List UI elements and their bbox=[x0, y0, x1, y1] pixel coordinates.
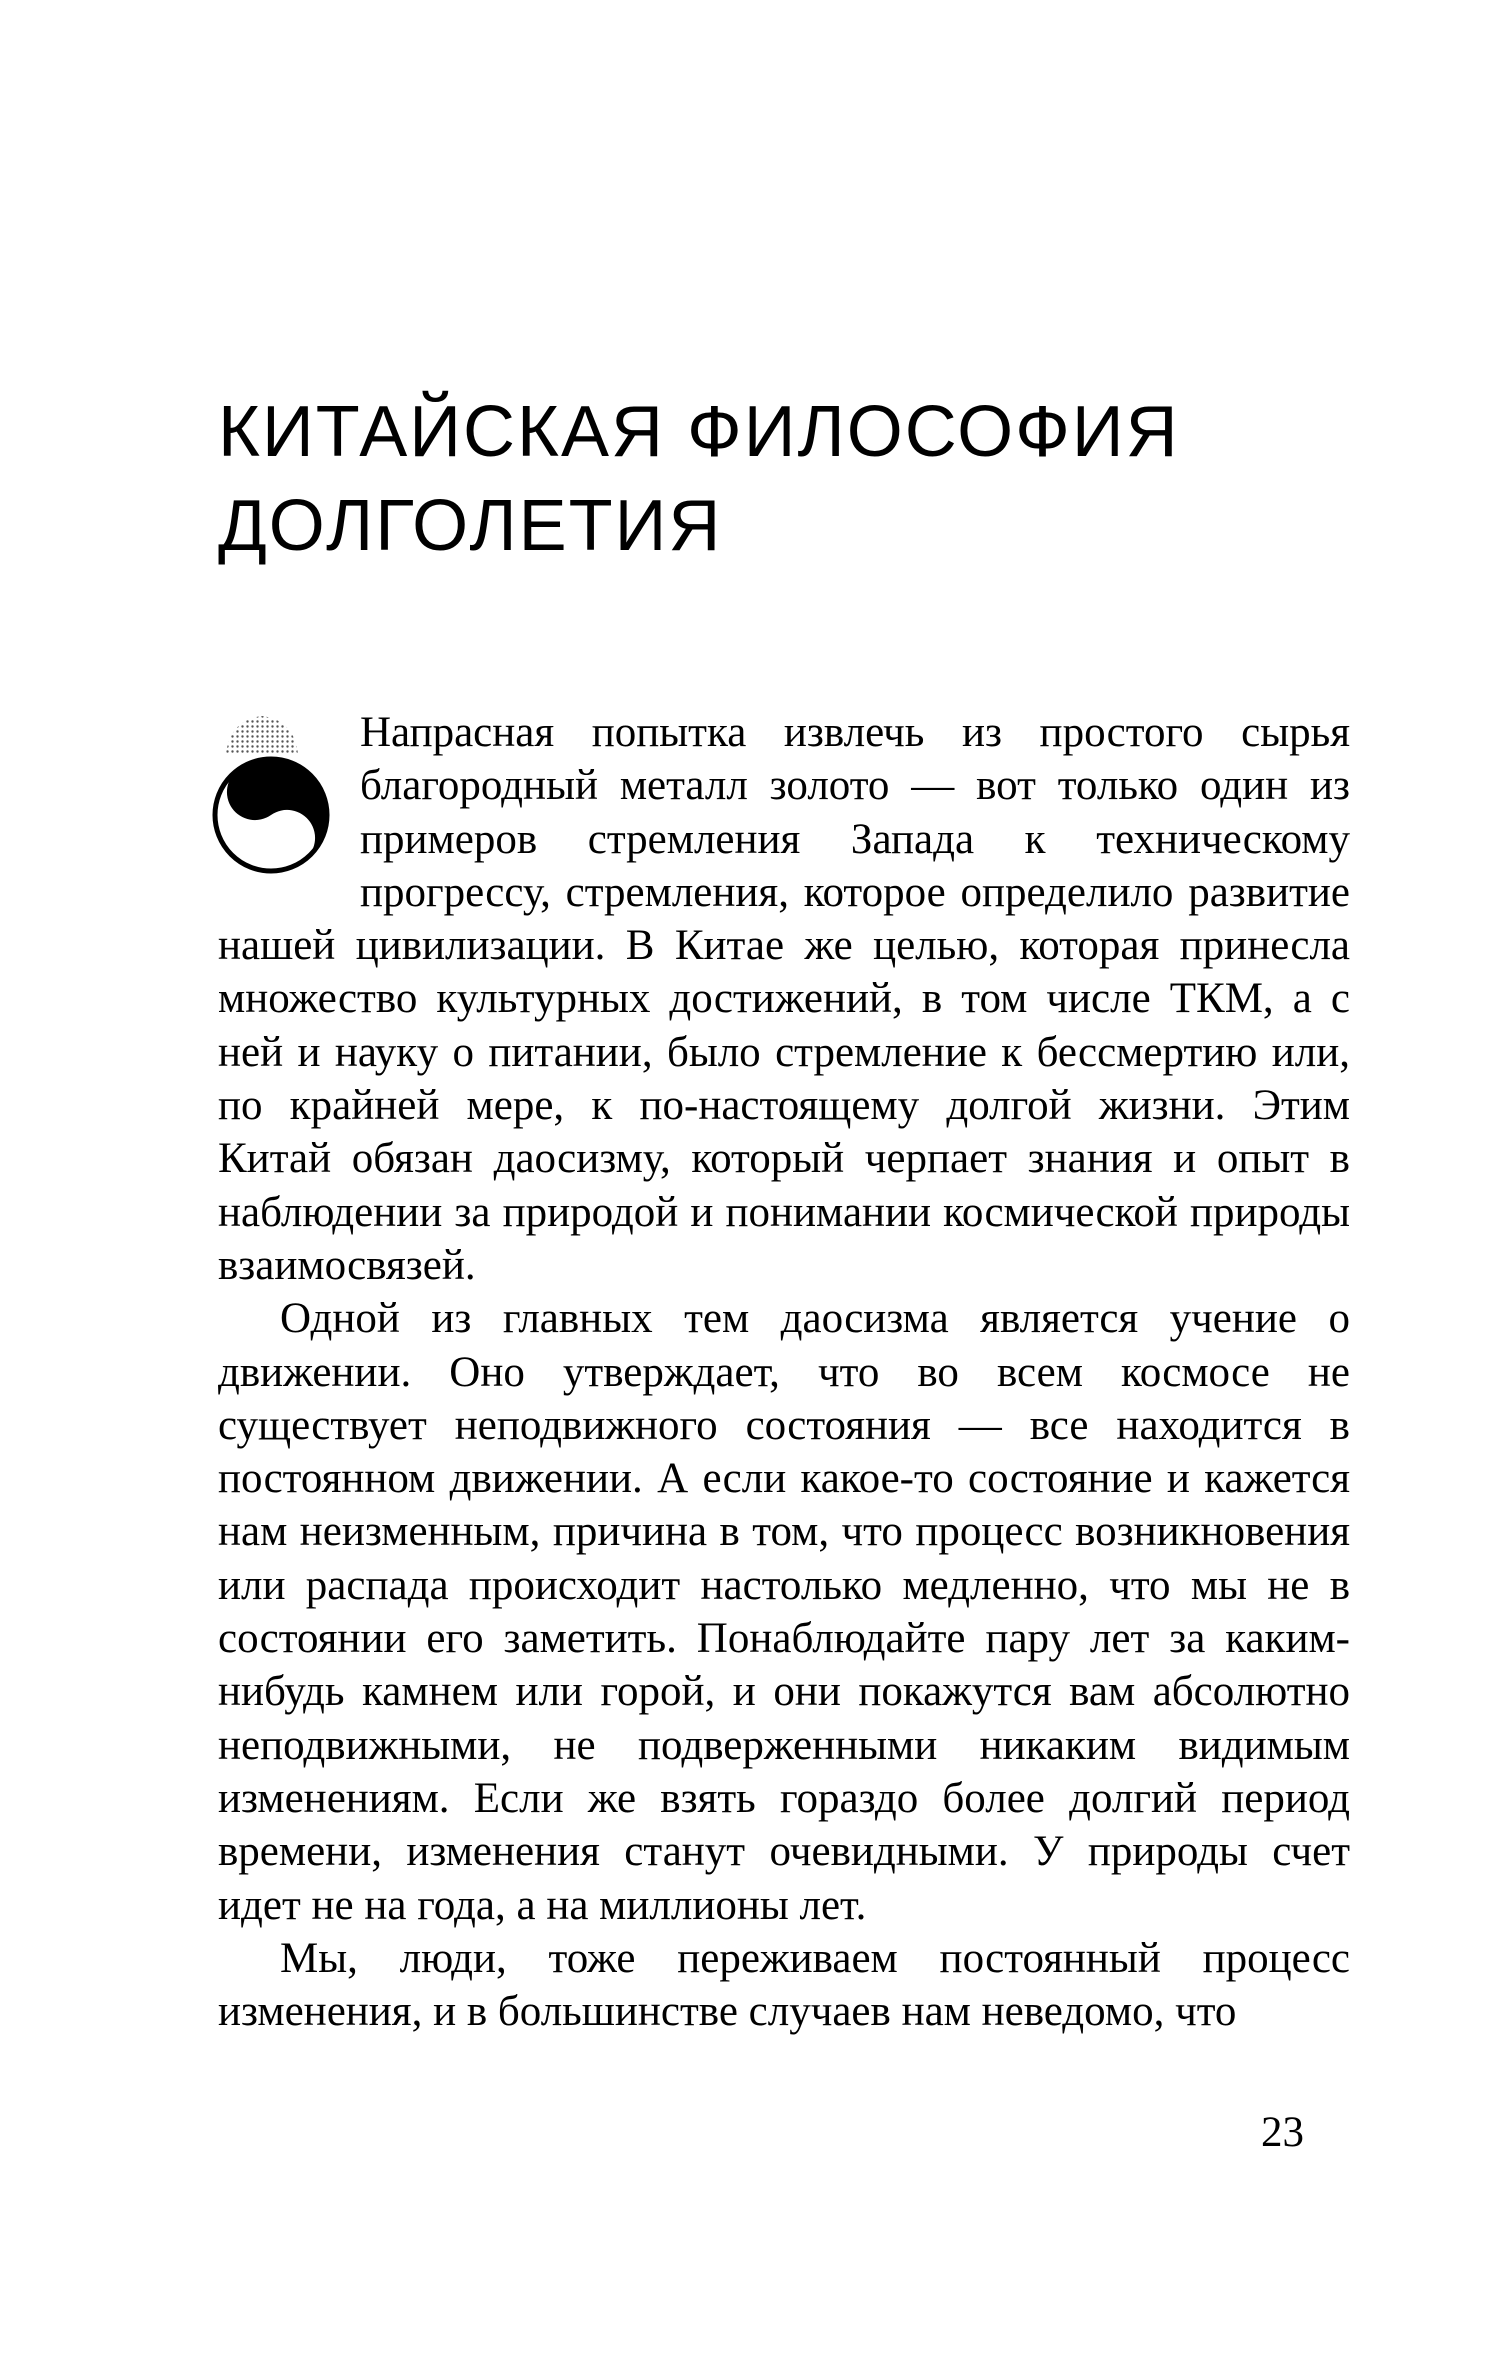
paragraph-1-text: Напрасная попытка извлечь из простого сырья благородный металл золото — вот только один из примеров стремления Запада к техническому прогрессу, стремления, которое определило развитие нашей цивилизации. В Китае же целью, которая принесла множество культурных достижений, в том числе ТКМ, а с ней и науку о питании, было стремление к бессмертию или, по крайней мере, к по-настоящему долгой жизни. Этим Китай обязан даосизму, который черпает знания и опыт в наблюдении за природой и понимании космической природы взаимосвязей. bbox=[218, 709, 1350, 1289]
paragraph-1 bbox=[218, 706, 1350, 1292]
body-text bbox=[218, 706, 1350, 2038]
yin-yang-symbol-icon bbox=[212, 756, 330, 874]
page-number: 23 bbox=[1261, 2109, 1304, 2156]
chapter-title-line-1: КИТАЙСКАЯ ФИЛОСОФИЯ bbox=[218, 392, 1180, 472]
chapter-title bbox=[218, 385, 1218, 573]
dotted-shade-icon bbox=[220, 714, 304, 754]
chapter-title-line-2: ДОЛГОЛЕТИЯ bbox=[218, 486, 723, 566]
paragraph-2: Одной из главных тем даосизма является учение о движении. Оно утверждает, что во всем космосе не существует неподвижного состояния — все находится в постоянном движении. А если какое-то состояние и кажется нам неизменным, причина в том, что процесс возникновения или распада происходит настолько медленно, что мы не в состоянии его заметить. Понаблюдайте пару лет за каким-нибудь камнем или горой, и они покажутся вам абсолютно неподвижными, не подверженными никаким видимым изменениям. Если же взять гораздо более долгий период времени, изменения станут очевидными. У природы счет идет не на года, а на миллионы лет. bbox=[218, 1295, 1350, 1929]
paragraph-3: Мы, люди, тоже переживаем постоянный процесс изменения, и в большинстве случаев нам неведомо, что bbox=[218, 1934, 1350, 2036]
yin-yang-icon bbox=[212, 714, 330, 882]
